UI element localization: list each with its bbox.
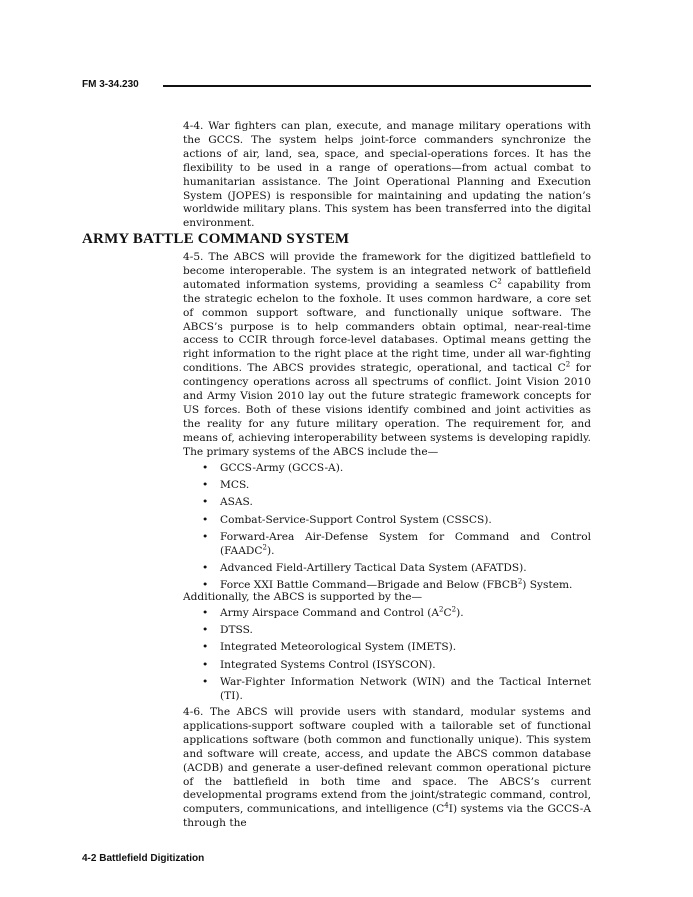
text: Army Airspace Command and Control (A	[220, 607, 440, 619]
paragraph-4-5	[183, 251, 591, 460]
paragraph-4-4: 4-4. War fighters can plan, execute, and manage military operations with the GCCS. The system helps joint-force commanders synchronize the actions of air, land, sea, space, and special-operations forces. It has the flexibility to be used in a range of operations—from actual combat to humanitarian assistance. The Joint Operational Planning and Execution System (JOPES) is responsible for maintaining and updating the nation’s worldwide military plans. This system has been transferred into the digital environment.	[183, 120, 591, 230]
additional-intro: Additionally, the ABCS is supported by the—	[183, 591, 423, 603]
text: Force XXI Battle Command—Brigade and Below (FBCB	[220, 579, 518, 592]
superscript: 2	[451, 605, 457, 614]
text: 4-5. The ABCS will provide the framework for the digitized battlefield to become interoperable. The system is an integrated network of battlefield automated information systems, providing a seamless C	[183, 251, 591, 291]
support-systems-list	[183, 607, 591, 707]
superscript: 2	[497, 277, 502, 286]
text: ).	[456, 607, 464, 619]
list-item: • War-Fighter Information Network (WIN) and the Tactical Internet (TI).	[183, 676, 591, 704]
text: 4-6. The ABCS will provide users with standard, modular systems and applications-support software coupled with a tailorable set of functional applications software (both common and functionally unique). This system and software will create, access, and update the ABCS common database (ACDB) and generate a user-defined relevant common operational picture of the battlefield in both time and space. The ABCS’s current developmental programs extend from the joint/strategic command, control, computers, communications, and intelligence (C	[183, 706, 591, 816]
text: I) systems via the GCCS-A through the	[183, 803, 591, 830]
text: ) System.	[522, 579, 573, 592]
text: for contingency operations across all spectrums of conflict. Joint Vision 2010 and Army Vision 2010 lay out the future strategic framework concepts for US forces. Both of these visions identify combined and joint activities as the reality for any future military operation. The requirement for, and means of, achieving interoperability between systems is developing rapidly. The primary systems of the ABCS include the—	[183, 362, 592, 458]
primary-systems-list	[183, 462, 591, 596]
list-item	[183, 531, 591, 559]
header-rule	[163, 85, 591, 87]
text: ).	[266, 544, 275, 557]
text: Forward-Area Air-Defense System for Command and Control (FAADC	[220, 530, 591, 557]
superscript: 2	[262, 543, 267, 552]
list-item: • DTSS.	[183, 624, 591, 638]
list-item: • Integrated Meteorological System (IMETS).	[183, 641, 591, 655]
list-item: • MCS.	[183, 479, 591, 493]
superscript: 4	[444, 801, 449, 810]
list-item: • GCCS-Army (GCCS-A).	[183, 462, 591, 476]
section-heading: ARMY BATTLE COMMAND SYSTEM	[82, 231, 350, 247]
text: C	[443, 607, 452, 619]
list-item: • Integrated Systems Control (ISYSCON).	[183, 659, 591, 673]
list-item	[183, 607, 591, 621]
superscript: 2	[565, 360, 571, 369]
list-item: • Advanced Field-Artillery Tactical Data System (AFATDS).	[183, 562, 591, 576]
superscript: 2	[517, 577, 523, 586]
running-header: FM 3-34.230	[82, 79, 139, 90]
list-item: • ASAS.	[183, 496, 591, 510]
list-item: • Combat-Service-Support Control System (CSSCS).	[183, 514, 591, 528]
page-footer: 4-2 Battlefield Digitization	[82, 853, 205, 864]
paragraph-4-6	[183, 706, 591, 831]
text: capability from the strategic echelon to the foxhole. It uses common hardware, a core set of common support software, and functionally unique software. The ABCS’s purpose is to help commanders obtain optimal, near-real-time access to CCIR through force-level databases. Optimal means getting the right information to the right place at the right time, under all war-fighting conditions. The ABCS provides strategic, operational, and tactical C	[183, 278, 591, 375]
superscript: 2	[439, 605, 444, 614]
